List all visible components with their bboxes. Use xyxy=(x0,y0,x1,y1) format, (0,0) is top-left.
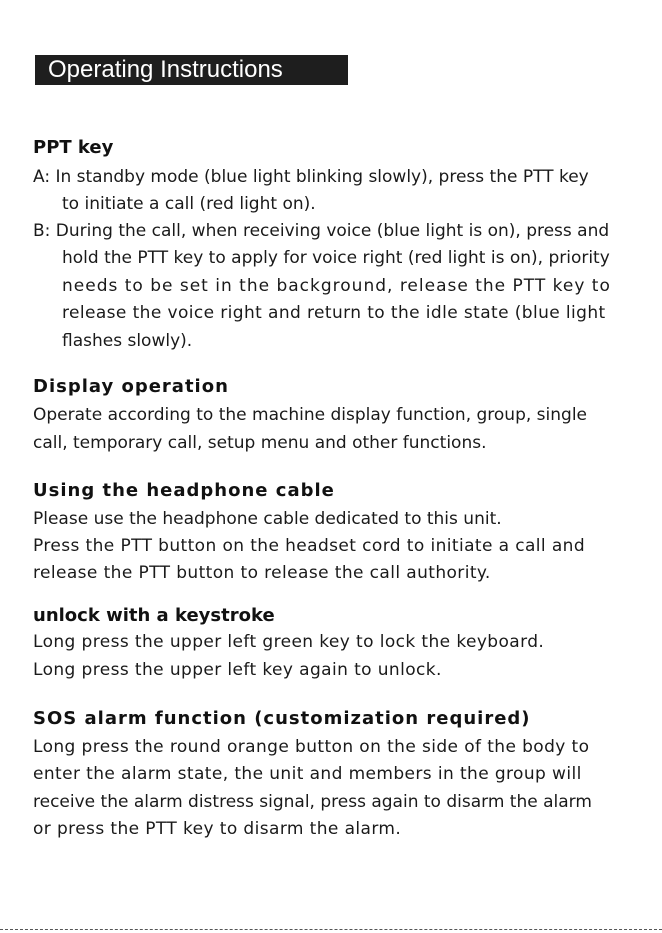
ppt-line-a-cont: to initiate a call (red light on). xyxy=(62,194,316,214)
display-line-1: Operate according to the machine display function, group, single xyxy=(33,405,588,425)
sos-line-4: or press the PTT key to disarm the alarm. xyxy=(33,819,402,839)
ppt-line-b-cont-2: needs to be set in the background, release the PTT key to xyxy=(62,276,611,296)
headphone-line-2: Press the PTT button on the headset cord to initiate a call and xyxy=(33,536,586,556)
ppt-line-b-cont-4: flashes slowly). xyxy=(62,331,193,351)
headphone-line-3: release the PTT button to release the call authority. xyxy=(33,563,491,583)
ppt-line-b: B: During the call, when receiving voice (blue light is on), press and xyxy=(33,221,610,241)
headphone-line-1: Please use the headphone cable dedicated to this unit. xyxy=(33,509,502,529)
sos-alarm-heading: SOS alarm function (customization required) xyxy=(33,708,531,729)
display-operation-heading: Display operation xyxy=(33,376,229,397)
headphone-cable-heading: Using the headphone cable xyxy=(33,480,335,501)
unlock-line-2: Long press the upper left key again to unlock. xyxy=(33,660,442,680)
unlock-keystroke-heading: unlock with a keystroke xyxy=(33,605,275,626)
page-title: Operating Instructions xyxy=(35,55,348,85)
ppt-line-a: A: In standby mode (blue light blinking slowly), press the PTT key xyxy=(33,167,589,187)
ppt-line-b-cont-1: hold the PTT key to apply for voice right (red light is on), priority xyxy=(62,248,610,268)
sos-line-1: Long press the round orange button on the side of the body to xyxy=(33,737,590,757)
display-line-2: call, temporary call, setup menu and other functions. xyxy=(33,433,487,453)
ppt-line-b-cont-3: release the voice right and return to the idle state (blue light xyxy=(62,303,606,323)
sos-line-3: receive the alarm distress signal, press again to disarm the alarm xyxy=(33,792,592,812)
unlock-line-1: Long press the upper left green key to lock the keyboard. xyxy=(33,632,545,652)
page-bottom-rule xyxy=(0,929,662,930)
sos-line-2: enter the alarm state, the unit and members in the group will xyxy=(33,764,582,784)
ppt-key-heading: PPT key xyxy=(33,137,114,158)
